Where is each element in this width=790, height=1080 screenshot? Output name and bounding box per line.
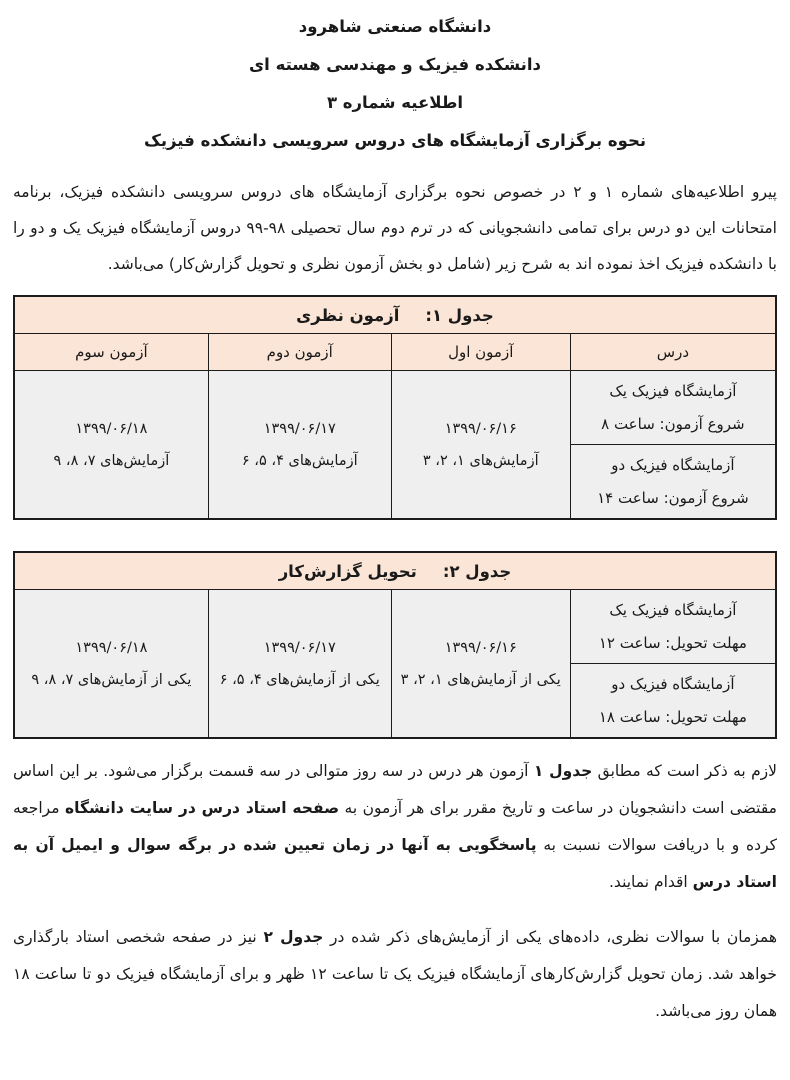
exam3-cell	[14, 371, 208, 520]
delivery2-experiments: یکی از آزمایش‌های ۴، ۵، ۶	[219, 671, 380, 688]
delivery3-experiments: یکی از آزمایش‌های ۷، ۸، ۹	[31, 671, 192, 688]
bold-text-run: جدول ۱	[533, 762, 593, 780]
theory-exam-table	[13, 295, 777, 520]
course-cell-physics1	[570, 371, 776, 445]
intro-paragraph: پیرو اطلاعیه‌های شماره ۱ و ۲ در خصوص نحوه برگزاری آزمایشگاه های دروس سرویسی دانشکده فیزیک، برنامه امتحانات این دو درس برای تمامی دانشجویانی که در ترم دوم سال تحصیلی ۹۸-۹۹ دروس آزمایشگاه فیزیک یک و دو را با دانشکده فیزیک اخذ نموده اند به شرح زیر (شامل دو بخش آزمون نظری و تحویل گزارش‌کار) می‌باشد.	[13, 183, 777, 273]
faculty-name: دانشکده فیزیک و مهندسی هسته ای	[249, 55, 541, 74]
exam3-experiments: آزمایش‌های ۷، ۸، ۹	[53, 452, 170, 469]
course-start-time: شروع آزمون: ساعت ۱۴	[597, 488, 749, 507]
column-header-exam3: آزمون سوم	[14, 334, 208, 371]
exam1-cell	[391, 371, 570, 520]
exam2-cell	[208, 371, 391, 520]
column-header-course: درس	[570, 334, 776, 371]
text-run: لازم به ذکر است که مطابق	[592, 762, 777, 780]
course-name: آزمایشگاه فیزیک دو	[611, 455, 735, 474]
bold-text-run: جدول ۲	[263, 928, 324, 946]
table2-title-row	[14, 552, 776, 590]
exam2-date: ۱۳۹۹/۰۶/۱۷	[263, 420, 336, 437]
course-name: آزمایشگاه فیزیک یک	[609, 600, 737, 619]
text-run: آزمون هر درس در سه روز متوالی در سه قسمت برگزار می‌شود. بر این اساس مقتضی است دانشجویان در ساعت و تاریخ مقرر برای هر آزمون به	[13, 762, 777, 817]
course-cell-physics2	[570, 445, 776, 520]
delivery1-experiments: یکی از آزمایش‌های ۱، ۲، ۳	[400, 671, 561, 688]
table1-title-text: آزمون نظری	[296, 305, 400, 325]
text-run: مراجعه کرده و با دریافت سوالات نسبت به	[13, 799, 777, 854]
table2-title	[14, 552, 776, 590]
text-run: اقدام نمایند.	[609, 873, 693, 891]
notice-subject: نحوه برگزاری آزمایشگاه های دروس سرویسی دانشکده فیزیک	[143, 131, 647, 150]
table1-row-physics1	[14, 371, 776, 445]
notice-number: اطلاعیه شماره ۳	[326, 93, 464, 112]
university-name: دانشگاه صنعتی شاهرود	[298, 17, 492, 36]
course-name: آزمایشگاه فیزیک یک	[609, 381, 737, 400]
delivery3-date: ۱۳۹۹/۰۶/۱۸	[75, 639, 148, 656]
report-delivery-table	[13, 551, 777, 739]
report-instructions-paragraph	[13, 919, 777, 1030]
delivery3-cell	[14, 590, 208, 739]
column-header-exam2: آزمون دوم	[208, 334, 391, 371]
table2-label: جدول ۲:	[442, 561, 512, 581]
text-run: نیز در صفحه شخصی استاد بارگذاری خواهد شد. زمان تحویل گزارش‌کارهای آزمایشگاه فیزیک یک تا ساعت ۱۲ ظهر و برای آزمایشگاه فیزیک دو تا ساعت ۱۸ همان روز می‌باشد.	[13, 928, 777, 1020]
table2-row-physics1	[14, 590, 776, 664]
exam2-experiments: آزمایش‌های ۴، ۵، ۶	[241, 452, 358, 469]
bold-text-run: پاسخگویی به آنها در زمان تعیین شده در برگه سوال و ایمیل آن به استاد درس	[13, 836, 777, 891]
bold-text-run: صفحه استاد درس در سایت دانشگاه	[64, 799, 340, 817]
exam1-experiments: آزمایش‌های ۱، ۲، ۳	[422, 452, 539, 469]
course-start-time: شروع آزمون: ساعت ۸	[601, 414, 745, 433]
text-run: همزمان با سوالات نظری، داده‌های یکی از آزمایش‌های ذکر شده در	[323, 928, 777, 946]
delivery2-date: ۱۳۹۹/۰۶/۱۷	[263, 639, 336, 656]
course-deadline: مهلت تحویل: ساعت ۱۸	[598, 707, 747, 726]
table1-title-row	[14, 296, 776, 334]
course-name: آزمایشگاه فیزیک دو	[611, 674, 735, 693]
exam-instructions-paragraph	[13, 753, 777, 901]
document-header	[13, 8, 777, 160]
delivery1-date: ۱۳۹۹/۰۶/۱۶	[444, 639, 517, 656]
exam1-date: ۱۳۹۹/۰۶/۱۶	[444, 420, 517, 437]
course-deadline: مهلت تحویل: ساعت ۱۲	[598, 633, 747, 652]
delivery1-cell	[391, 590, 570, 739]
exam3-date: ۱۳۹۹/۰۶/۱۸	[75, 420, 148, 437]
column-header-exam1: آزمون اول	[391, 334, 570, 371]
course-cell-physics2	[570, 664, 776, 739]
table1-label: جدول ۱:	[425, 305, 494, 325]
delivery2-cell	[208, 590, 391, 739]
table1-title	[14, 296, 776, 334]
table2-title-text: تحویل گزارش‌کار	[278, 561, 417, 581]
table1-header-row	[14, 334, 776, 371]
course-cell-physics1	[570, 590, 776, 664]
